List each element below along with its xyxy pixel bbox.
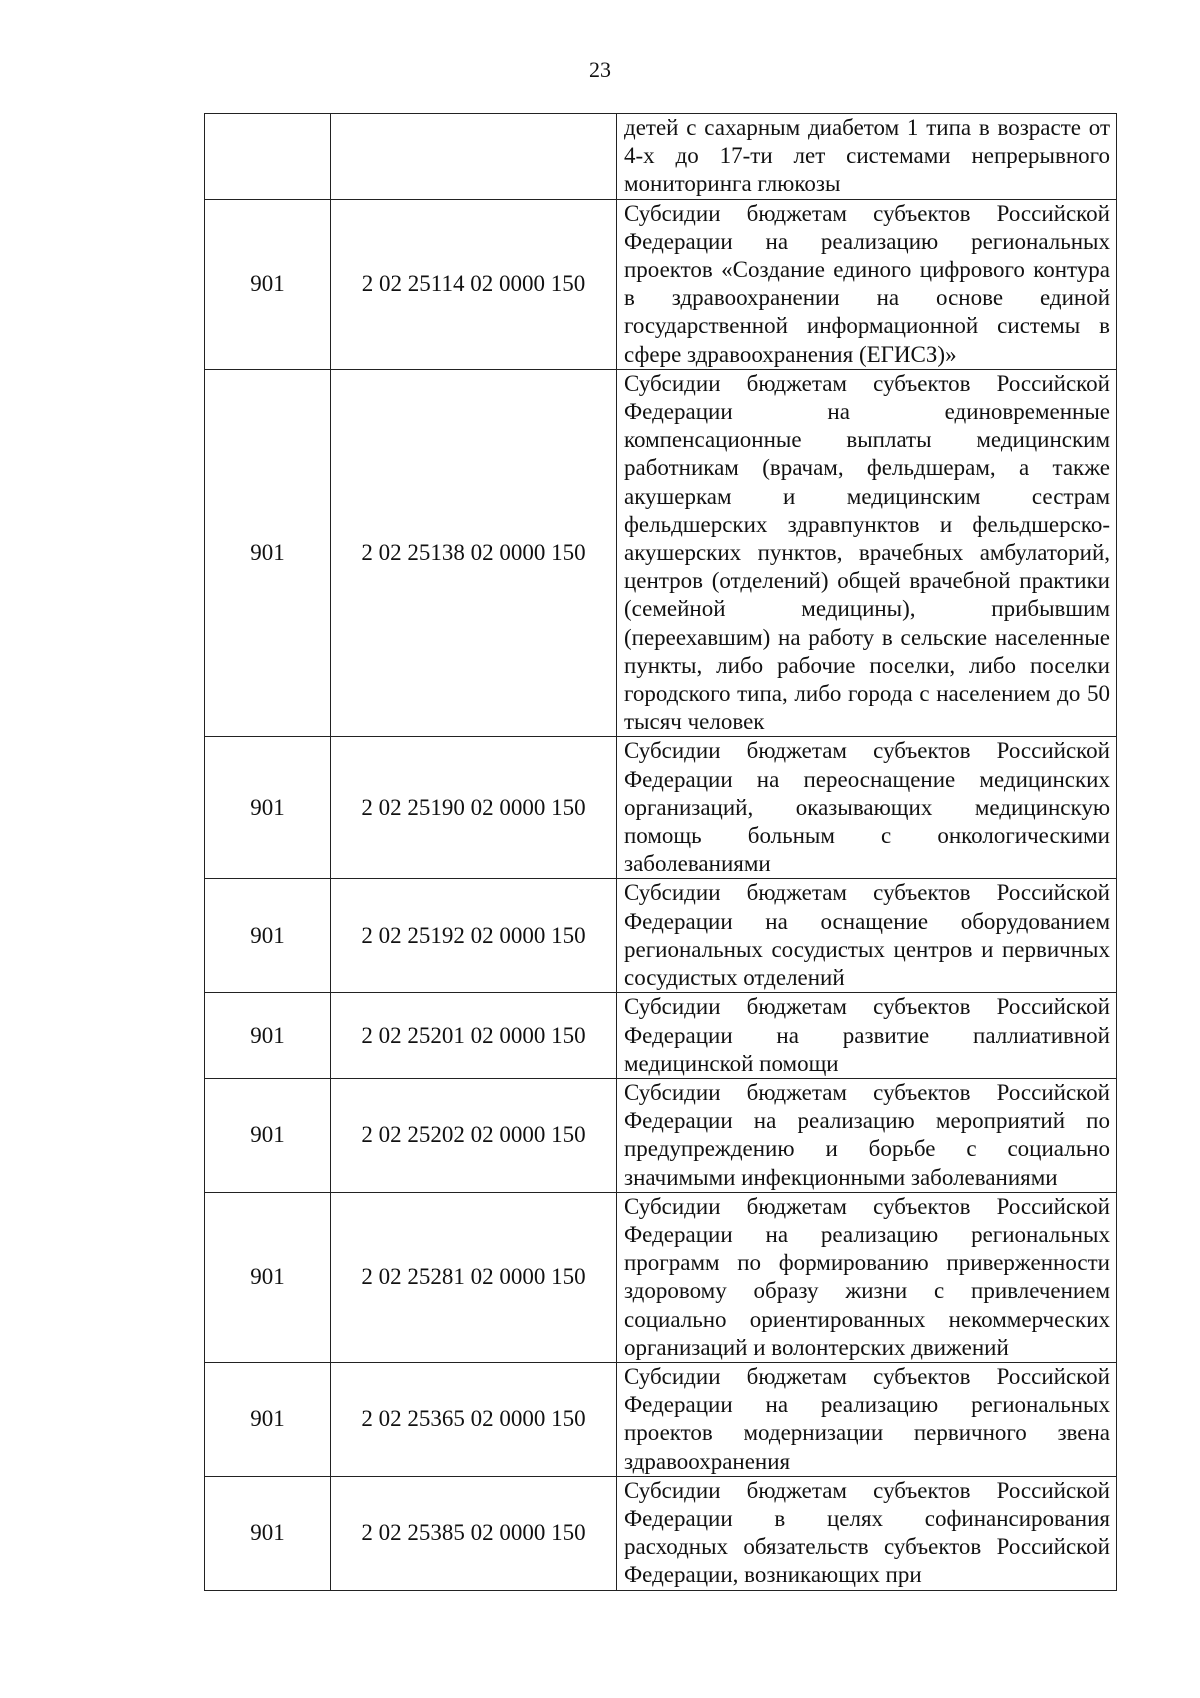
description-text: Субсидии бюджетам субъектов Российской Федерации на реализацию региональных проектов «Создание единого цифрового контура в здравоохранении на основе единой государственной информационной системы в сфере здравоохранения (ЕГИСЗ)» [624, 200, 1110, 367]
admin-code-cell: 901 [205, 993, 331, 1079]
admin-code-cell: 901 [205, 1476, 331, 1590]
table-row [205, 1078, 1117, 1192]
table-row [205, 1362, 1117, 1476]
description-cell [617, 1362, 1117, 1476]
description-text: Субсидии бюджетам субъектов Российской Федерации в целях софинансирования расходных обязательств субъектов Российской Федерации, возникающих при [624, 1477, 1110, 1588]
description-text: Субсидии бюджетам субъектов Российской Федерации на реализацию региональных проектов модернизации первичного звена здравоохранения [624, 1363, 1110, 1474]
table-row [205, 879, 1117, 993]
admin-code-cell: 901 [205, 1192, 331, 1362]
admin-code-cell: 901 [205, 737, 331, 879]
description-text: Субсидии бюджетам субъектов Российской Федерации на переоснащение медицинских организаций, оказывающих медицинскую помощь больным с онкологическими заболеваниями [624, 738, 1110, 877]
description-cell [617, 1476, 1117, 1590]
table-row [205, 993, 1117, 1079]
description-cell [617, 199, 1117, 369]
admin-code-cell: 901 [205, 879, 331, 993]
table-row [205, 1476, 1117, 1590]
page-number: 23 [589, 57, 611, 82]
table-row [205, 1192, 1117, 1362]
budget-code-cell: 2 02 25365 02 0000 150 [331, 1362, 617, 1476]
description-text: Субсидии бюджетам субъектов Российской Федерации на единовременные компенсационные выплаты медицинским работникам (врачам, фельдшерам, а также акушеркам и медицинским сестрам фельдшерских здравпунктов и фельдшерско-акушерских пунктов, врачебных амбулаторий, центров (отделений) общей врачебной практики (семейной медицины), прибывшим (переехавшим) на работу в сельские населенные пункты, либо рабочие поселки, либо поселки городского типа, либо города с населением до 50 тысяч человек [624, 370, 1110, 735]
description-cell [617, 879, 1117, 993]
budget-code-cell: 2 02 25385 02 0000 150 [331, 1476, 617, 1590]
description-text: Субсидии бюджетам субъектов Российской Федерации на реализацию региональных программ по формированию приверженности здоровому образу жизни с привлечением социально ориентированных некоммерческих организаций и волонтерских движений [624, 1193, 1110, 1360]
budget-code-cell [331, 114, 617, 200]
budget-code-cell: 2 02 25281 02 0000 150 [331, 1192, 617, 1362]
description-cell [617, 369, 1117, 737]
budget-code-cell: 2 02 25190 02 0000 150 [331, 737, 617, 879]
description-cell [617, 1078, 1117, 1192]
description-text: Субсидии бюджетам субъектов Российской Федерации на развитие паллиативной медицинской помощи [624, 994, 1110, 1076]
description-text: Субсидии бюджетам субъектов Российской Федерации на реализацию мероприятий по предупреждению и борьбе с социально значимыми инфекционными заболеваниями [624, 1079, 1110, 1190]
admin-code-cell: 901 [205, 369, 331, 737]
budget-code-cell: 2 02 25202 02 0000 150 [331, 1078, 617, 1192]
budget-code-cell: 2 02 25138 02 0000 150 [331, 369, 617, 737]
description-text: детей с сахарным диабетом 1 типа в возрасте от 4-х до 17-ти лет системами непрерывного мониторинга глюкозы [624, 115, 1110, 197]
description-cell [617, 993, 1117, 1079]
table-row [205, 369, 1117, 737]
description-cell [617, 737, 1117, 879]
admin-code-cell: 901 [205, 1078, 331, 1192]
description-cell [617, 114, 1117, 200]
table-row [205, 114, 1117, 200]
admin-code-cell: 901 [205, 1362, 331, 1476]
admin-code-cell [205, 114, 331, 200]
admin-code-cell: 901 [205, 199, 331, 369]
table-row [205, 199, 1117, 369]
budget-codes-table [204, 113, 1117, 1591]
budget-code-cell: 2 02 25192 02 0000 150 [331, 879, 617, 993]
description-text: Субсидии бюджетам субъектов Российской Федерации на оснащение оборудованием региональных сосудистых центров и первичных сосудистых отделений [624, 880, 1110, 991]
budget-code-cell: 2 02 25201 02 0000 150 [331, 993, 617, 1079]
table-row [205, 737, 1117, 879]
budget-code-cell: 2 02 25114 02 0000 150 [331, 199, 617, 369]
description-cell [617, 1192, 1117, 1362]
